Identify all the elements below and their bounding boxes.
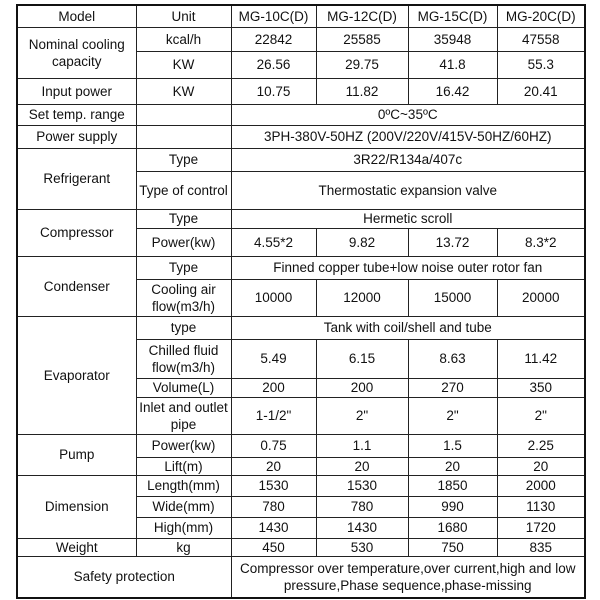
row-label: Refrigerant [17,148,136,209]
header-cell: MG-10C(D) [231,5,316,27]
value-cell: 835 [497,538,585,556]
row-label: Nominal cooling capacity [17,27,136,78]
value-cell: 20 [231,457,316,475]
value-cell: 2.25 [497,434,585,457]
header-cell: Unit [136,5,231,27]
value-cell: 1.5 [408,434,497,457]
table-row [17,78,585,104]
value-cell: Tank with coil/shell and tube [231,316,585,339]
value-cell: 13.72 [408,228,497,256]
row-label: Input power [17,78,136,104]
unit-cell [136,125,231,148]
value-cell: 20 [497,457,585,475]
sub-label: High(mm) [136,517,231,538]
value-cell: 1850 [408,475,497,496]
table-row [17,148,585,171]
header-cell: MG-20C(D) [497,5,585,27]
header-row [17,5,585,27]
row-label: Power supply [17,125,136,148]
sub-label: type [136,316,231,339]
value-cell: 990 [408,496,497,517]
row-label: Safety protection [17,556,231,598]
value-cell: 20 [408,457,497,475]
value-cell: 8.3*2 [497,228,585,256]
value-cell: 2000 [497,475,585,496]
value-cell: 11.82 [316,78,408,104]
value-cell: 2" [316,397,408,434]
value-cell: 270 [408,378,497,397]
value-cell: 780 [316,496,408,517]
value-cell: 25585 [316,27,408,51]
value-cell: 20 [316,457,408,475]
unit-cell: KW [136,51,231,78]
value-cell: 5.49 [231,339,316,378]
value-cell: 20.41 [497,78,585,104]
value-cell: 47558 [497,27,585,51]
value-cell: 8.63 [408,339,497,378]
value-cell: 2" [497,397,585,434]
value-cell: 450 [231,538,316,556]
table-row [17,434,585,457]
value-cell: 1-1/2" [231,397,316,434]
value-cell: 10000 [231,279,316,316]
value-cell: 4.55*2 [231,228,316,256]
value-cell: Thermostatic expansion valve [231,171,585,209]
value-cell: 1430 [231,517,316,538]
value-cell: 780 [231,496,316,517]
row-label: Pump [17,434,136,475]
row-label: Set temp. range [17,104,136,125]
value-cell: 2" [408,397,497,434]
table-row [17,256,585,279]
sub-label: Lift(m) [136,457,231,475]
value-cell: Hermetic scroll [231,209,585,228]
unit-cell: KW [136,78,231,104]
value-cell: 41.8 [408,51,497,78]
value-cell: 0ºC~35ºC [231,104,585,125]
table-row [17,316,585,339]
header-cell: Model [17,5,136,27]
value-cell: 1430 [316,517,408,538]
sub-label: Type [136,148,231,171]
value-cell: 9.82 [316,228,408,256]
value-cell: 6.15 [316,339,408,378]
row-label: Weight [17,538,136,556]
header-cell: MG-12C(D) [316,5,408,27]
header-cell: MG-15C(D) [408,5,497,27]
unit-cell [136,104,231,125]
value-cell: 22842 [231,27,316,51]
table-row [17,475,585,496]
value-cell: 16.42 [408,78,497,104]
value-cell: 20000 [497,279,585,316]
value-cell: 200 [316,378,408,397]
value-cell: 26.56 [231,51,316,78]
sub-label: Power(kw) [136,434,231,457]
value-cell: 1530 [316,475,408,496]
value-cell: 29.75 [316,51,408,78]
sub-label: Type [136,209,231,228]
value-cell: 350 [497,378,585,397]
value-cell: 3PH-380V-50HZ (200V/220V/415V-50HZ/60HZ) [231,125,585,148]
row-label: Condenser [17,256,136,316]
value-cell: 12000 [316,279,408,316]
table-row [17,27,585,51]
sub-label: Power(kw) [136,228,231,256]
table-row [17,556,585,598]
row-label: Evaporator [17,316,136,434]
value-cell: Compressor over temperature,over current,high and low pressure,Phase sequence,phase-missing [231,556,585,598]
sub-label: Type of control [136,171,231,209]
table-row [17,104,585,125]
value-cell: 55.3 [497,51,585,78]
row-label: Dimension [17,475,136,538]
value-cell: 1680 [408,517,497,538]
table-row [17,209,585,228]
value-cell: 35948 [408,27,497,51]
sub-label: Type [136,256,231,279]
value-cell: Finned copper tube+low noise outer rotor fan [231,256,585,279]
sub-label: Volume(L) [136,378,231,397]
value-cell: 11.42 [497,339,585,378]
value-cell: 0.75 [231,434,316,457]
value-cell: 200 [231,378,316,397]
unit-cell: kg [136,538,231,556]
value-cell: 10.75 [231,78,316,104]
value-cell: 1130 [497,496,585,517]
value-cell: 1.1 [316,434,408,457]
table-row [17,125,585,148]
value-cell: 530 [316,538,408,556]
value-cell: 1530 [231,475,316,496]
value-cell: 750 [408,538,497,556]
unit-cell: kcal/h [136,27,231,51]
table-row [17,538,585,556]
sub-label: Chilled fluid flow(m3/h) [136,339,231,378]
sub-label: Wide(mm) [136,496,231,517]
sub-label: Length(mm) [136,475,231,496]
value-cell: 1720 [497,517,585,538]
sub-label: Inlet and outlet pipe [136,397,231,434]
row-label: Compressor [17,209,136,256]
value-cell: 3R22/R134a/407c [231,148,585,171]
sub-label: Cooling air flow(m3/h) [136,279,231,316]
spec-table [16,4,586,599]
value-cell: 15000 [408,279,497,316]
